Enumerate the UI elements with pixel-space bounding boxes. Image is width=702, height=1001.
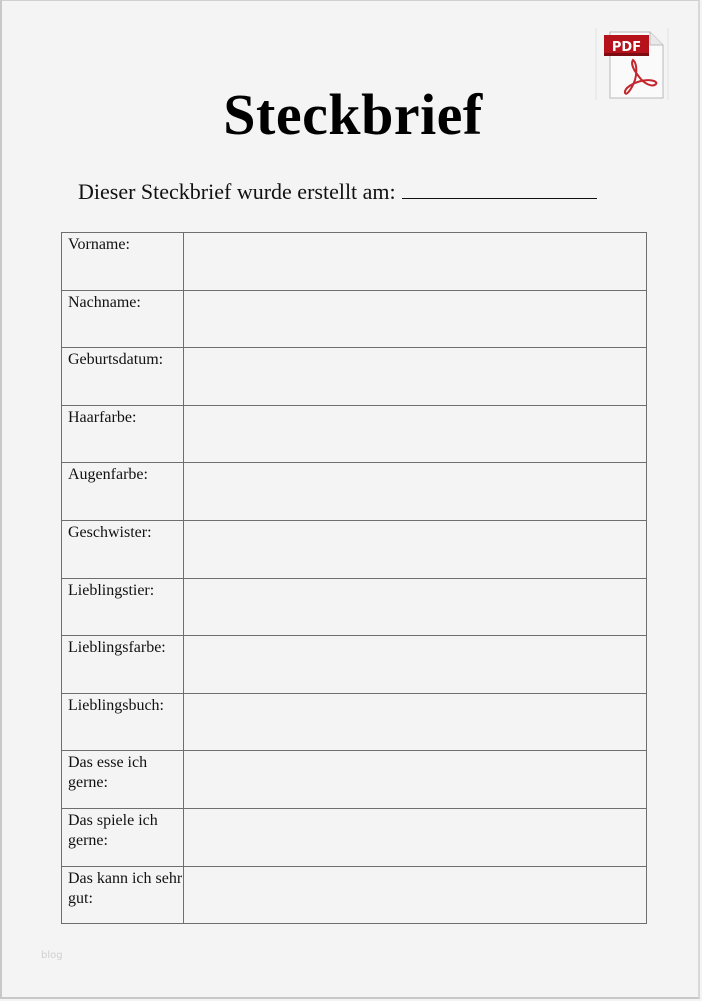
creation-date-blank[interactable]	[402, 180, 597, 199]
table-row	[62, 463, 647, 521]
table-row	[62, 290, 647, 348]
field-value-vorname[interactable]	[184, 233, 647, 291]
field-label-koennen: Das kann ich sehr gut:	[62, 866, 184, 924]
page-title: Steckbrief	[223, 82, 483, 147]
field-label-vorname: Vorname:	[62, 233, 184, 291]
field-value-geschwister[interactable]	[184, 520, 647, 578]
table-row	[62, 636, 647, 694]
svg-text:PDF: PDF	[611, 40, 642, 55]
watermark: blog	[41, 950, 63, 961]
field-label-geschwister: Geschwister:	[62, 520, 184, 578]
field-label-haarfarbe: Haarfarbe:	[62, 405, 184, 463]
table-row	[62, 578, 647, 636]
field-value-essen[interactable]	[184, 751, 647, 809]
field-label-augenfarbe: Augenfarbe:	[62, 463, 184, 521]
field-value-haarfarbe[interactable]	[184, 405, 647, 463]
field-value-lieblingsbuch[interactable]	[184, 693, 647, 751]
field-label-geburtsdatum: Geburtsdatum:	[62, 348, 184, 406]
table-row	[62, 520, 647, 578]
table-row	[62, 808, 647, 866]
creation-date-line	[78, 179, 597, 205]
field-label-nachname: Nachname:	[62, 290, 184, 348]
creation-date-label: Dieser Steckbrief wurde erstellt am:	[78, 179, 396, 204]
field-value-nachname[interactable]	[184, 290, 647, 348]
table-row	[62, 866, 647, 924]
table-row	[62, 233, 647, 291]
field-label-lieblingsfarbe: Lieblingsfarbe:	[62, 636, 184, 694]
field-value-lieblingsfarbe[interactable]	[184, 636, 647, 694]
profile-form-table	[61, 232, 647, 924]
table-row	[62, 348, 647, 406]
field-value-lieblingstier[interactable]	[184, 578, 647, 636]
field-value-geburtsdatum[interactable]	[184, 348, 647, 406]
table-row	[62, 693, 647, 751]
field-label-lieblingsbuch: Lieblingsbuch:	[62, 693, 184, 751]
field-value-augenfarbe[interactable]	[184, 463, 647, 521]
table-row	[62, 751, 647, 809]
table-row	[62, 405, 647, 463]
field-label-spielen: Das spiele ich gerne:	[62, 808, 184, 866]
field-label-essen: Das esse ich gerne:	[62, 751, 184, 809]
field-value-koennen[interactable]	[184, 866, 647, 924]
field-value-spielen[interactable]	[184, 808, 647, 866]
field-label-lieblingstier: Lieblingstier:	[62, 578, 184, 636]
